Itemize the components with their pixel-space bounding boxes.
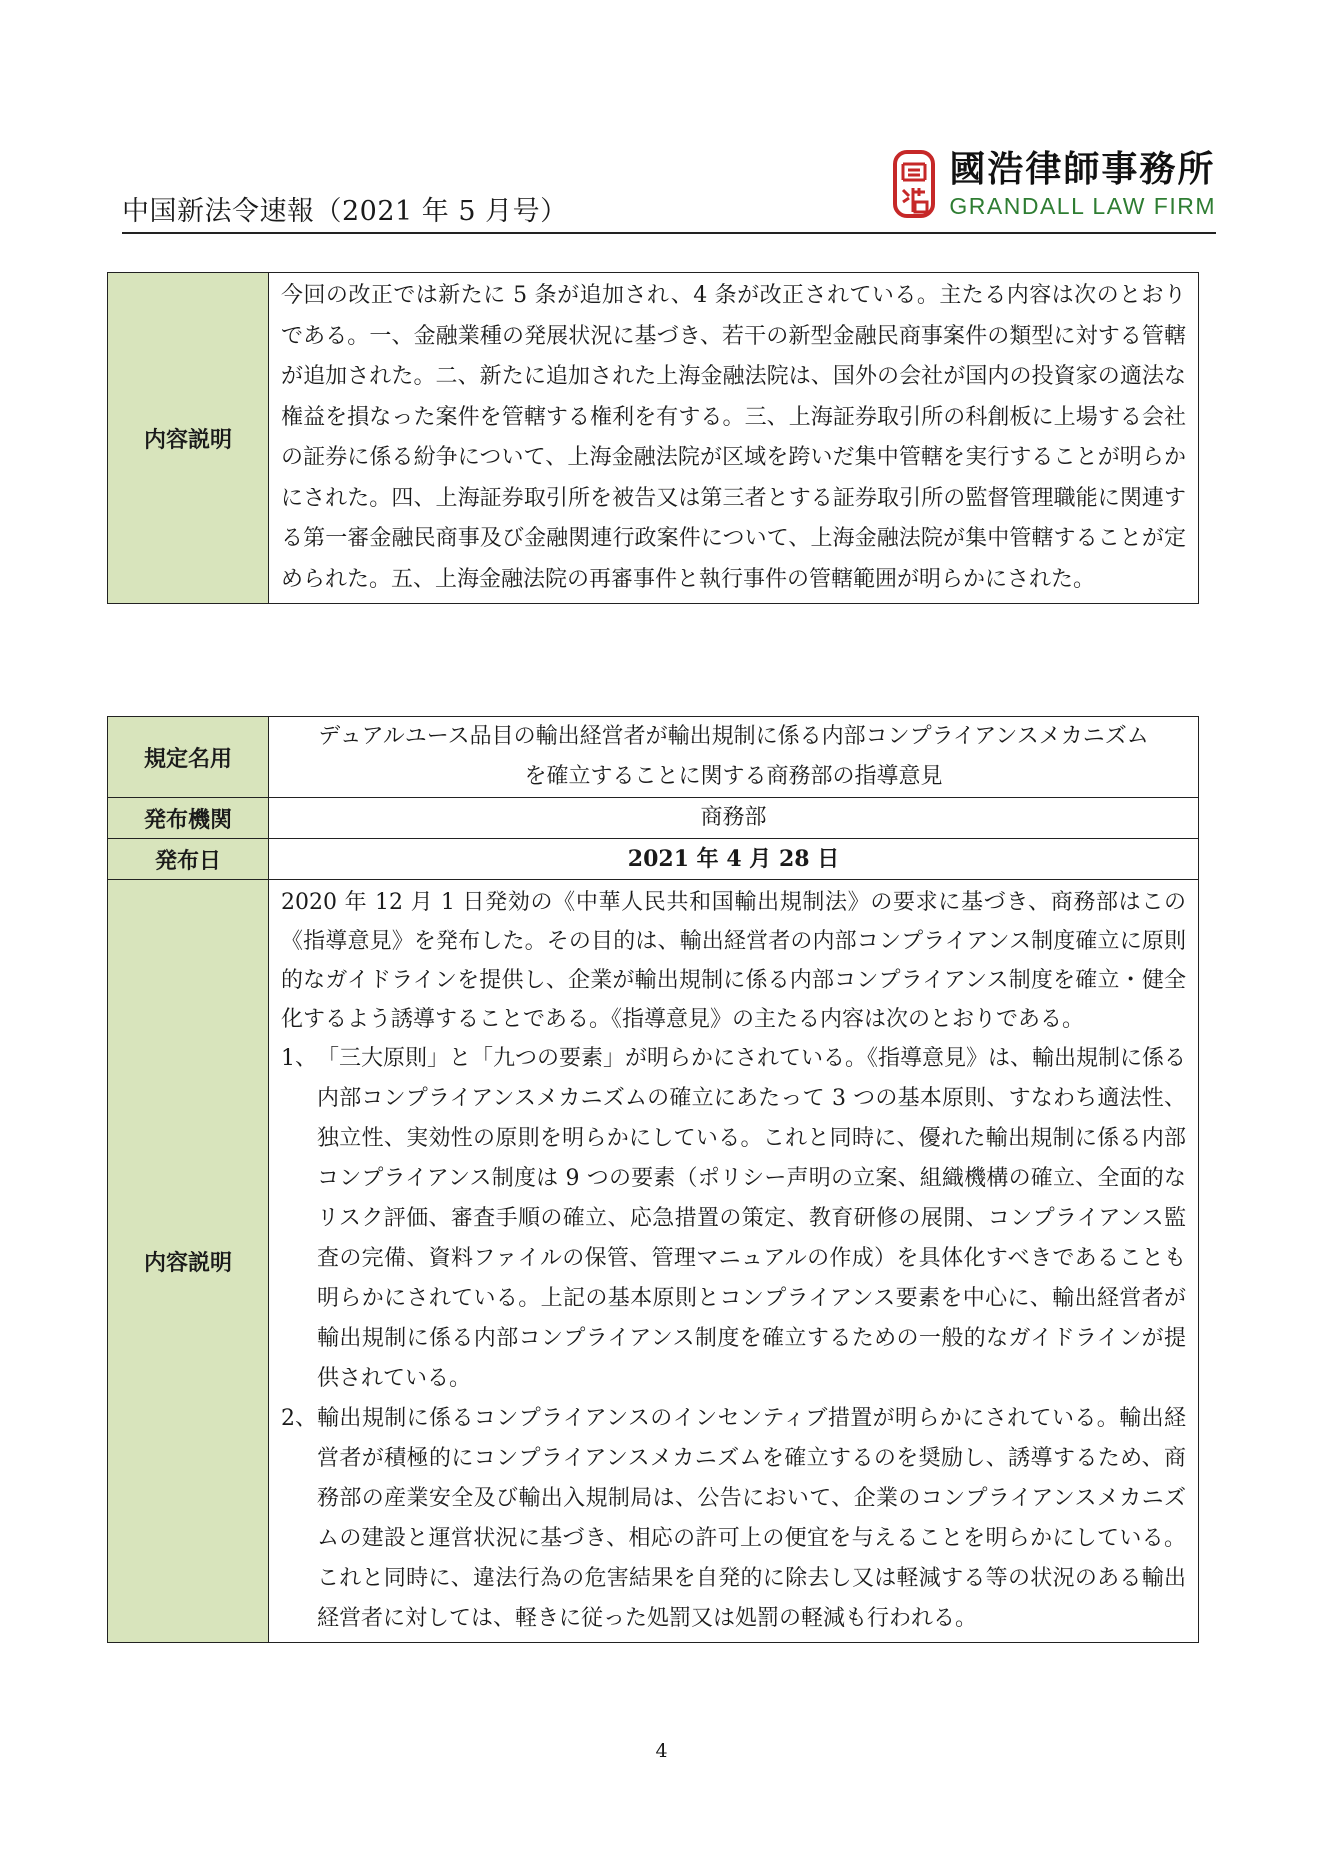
regulation-name-line-1: デュアルユース品目の輸出経営者が輸出規制に係る内部コンプライアンスメカニズム (318, 724, 1149, 749)
item-text: 輸出規制に係るコンプライアンスのインセンティブ措置が明らかにされている。輸出経営者が積極的にコンプライアンスメカニズムを確立するのを奨励し、誘導するため、商務部の産業安全及び輸出入規制局は、公告において、企業のコンプライアンスメカニズムの建設と運営状況に基づき、相応の許可上の便宜を与えることを明らかにしている。これと同時に、違法行為の危害結果を自発的に除去し又は軽減する等の状況のある輸出経営者に対しては、軽きに従った処罰又は処罰の軽減も行われる。 (317, 1406, 1186, 1631)
table-row (108, 880, 1199, 1643)
issuer-label: 発布機関 (108, 798, 269, 839)
item-number: 1、 (281, 1046, 317, 1071)
firm-name-en: GRANDALL LAW FIRM (949, 193, 1216, 219)
table-row (108, 273, 1199, 604)
firm-name-cjk: 國浩律師事務所 (949, 149, 1216, 190)
table-row (108, 798, 1199, 839)
content-label: 内容説明 (108, 880, 269, 1643)
item-number: 2、 (281, 1406, 317, 1431)
content-description (269, 880, 1199, 1643)
firm-logo (891, 144, 1216, 224)
table-row (108, 717, 1199, 798)
issue-date-label: 発布日 (108, 839, 269, 880)
item-text: 「三大原則」と「九つの要素」が明らかにされている。《指導意見》は、輸出規制に係る内部コンプライアンスメカニズムの確立にあたって 3 つの基本原則、すなわち適法性、独立性、実効性の原則を明らかにしている。これと同時に、優れた輸出規制に係る内部コンプライアンス制度は 9 つの要素（ポリシー声明の立案、組織機構の確立、全面的なリスク評価、審査手順の確立、応急措置の策定、教育研修の展開、コンプライアンス監査の完備、資料ファイルの保管、管理マニュアルの作成）を具体化すべきであることも明らかにされている。上記の基本原則とコンプライアンス要素を中心に、輸出経営者が輸出規制に係る内部コンプライアンス制度を確立するための一般的なガイドラインが提供されている。 (317, 1046, 1187, 1391)
list-item (281, 1399, 1186, 1639)
content-table-2 (107, 716, 1199, 1643)
page-header (122, 140, 1216, 234)
page-number: 4 (655, 1740, 668, 1762)
issuer: 商務部 (269, 798, 1199, 839)
table-row (108, 839, 1199, 880)
regulation-name-label: 規定名用 (108, 717, 269, 798)
regulation-name-line-2: を確立することに関する商務部の指導意見 (524, 764, 943, 789)
content-text: 今回の改正では新たに 5 条が追加され、4 条が改正されている。主たる内容は次のとおりである。一、金融業種の発展状況に基づき、若干の新型金融民商事案件の類型に対する管轄が追加された。二、新たに追加された上海金融法院は、国外の会社が国内の投資家の適法な権益を損なった案件を管轄する権利を有する。三、上海証券取引所の科創板に上場する会社の証券に係る紛争について、上海金融法院が区域を跨いだ集中管轄を実行することが明らかにされた。四、上海証券取引所を被告又は第三者とする証券取引所の監督管理職能に関連する第一審金融民商事及び金融関連行政案件について、上海金融法院が集中管轄することが定められた。五、上海金融法院の再審事件と執行事件の管轄範囲が明らかにされた。 (281, 283, 1186, 592)
seal-icon (891, 146, 937, 222)
content-description (269, 273, 1199, 604)
intro-text: 2020 年 12 月 1 日発効の《中華人民共和国輸出規制法》の要求に基づき、商務部はこの《指導意見》を発布した。その目的は、輸出経営者の内部コンプライアンス制度確立に原則的なガイドラインを提供し、企業が輸出規制に係る内部コンプライアンス制度を確立・健全化するよう誘導することである。《指導意見》の主たる内容は次のとおりである。 (281, 890, 1186, 1032)
content-table-1 (107, 272, 1199, 604)
newsletter-title: 中国新法令速報（2021 年 5 月号） (122, 196, 568, 227)
content-label: 内容説明 (108, 273, 269, 604)
issue-date: 2021 年 4 月 28 日 (269, 839, 1199, 880)
list-item (281, 1039, 1186, 1399)
regulation-name (269, 717, 1199, 798)
